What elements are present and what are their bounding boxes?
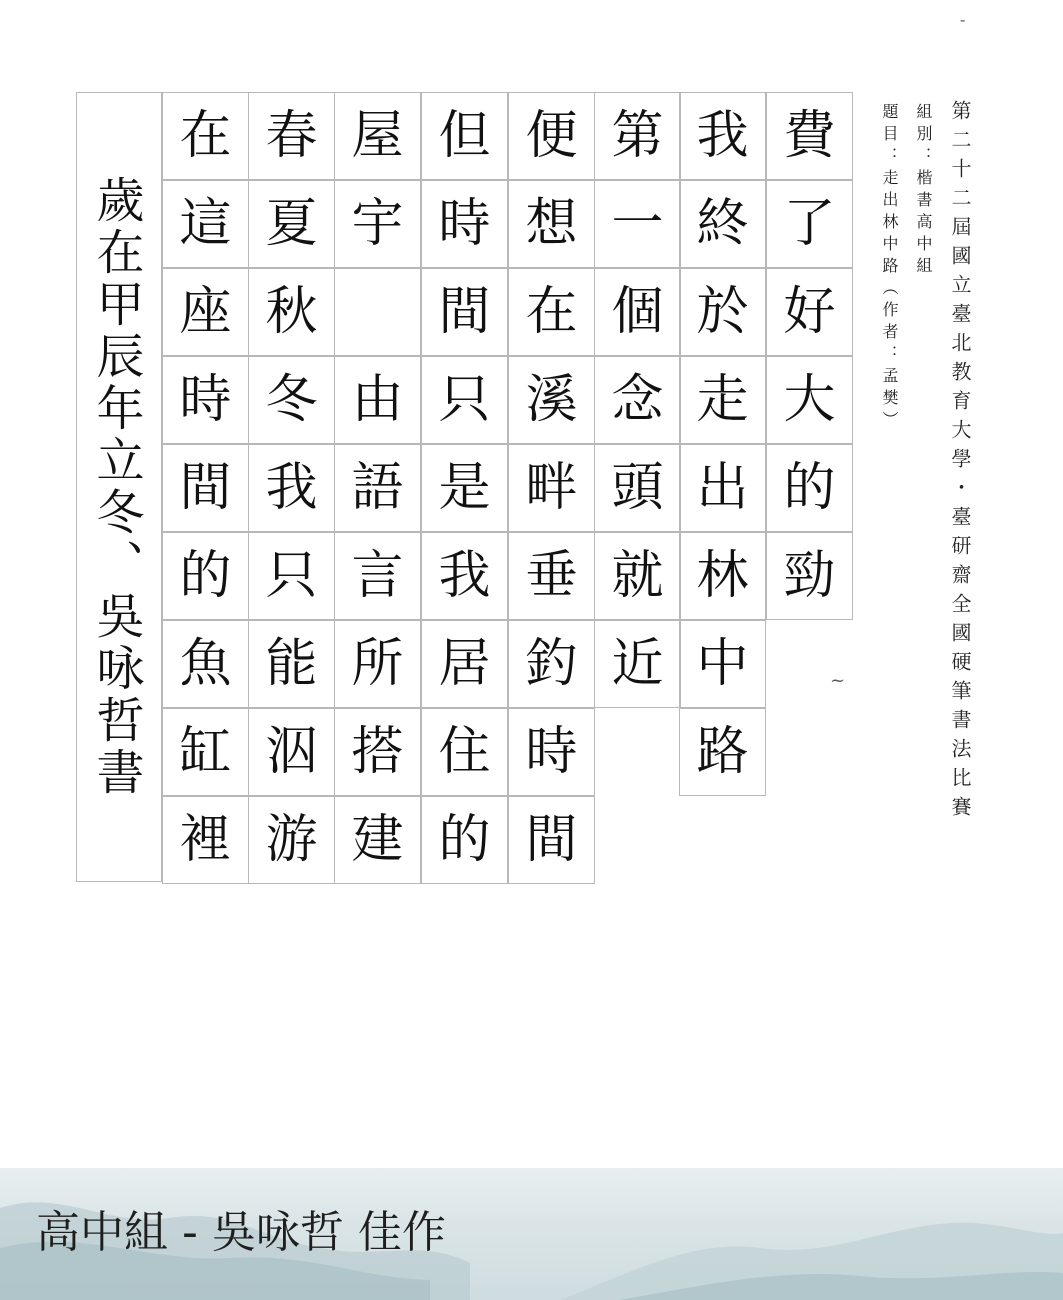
- grid-cell: [594, 92, 681, 180]
- poem-character: 的: [438, 810, 491, 870]
- poem-character: 中: [696, 634, 749, 694]
- poem-character: 好: [783, 282, 836, 342]
- grid-cell: [248, 796, 335, 884]
- poem-character: 住: [438, 722, 491, 782]
- grid-cell: [248, 268, 335, 356]
- poem-character: 游: [265, 810, 318, 870]
- grid-cell: [162, 444, 249, 532]
- grid-cell: [334, 708, 421, 796]
- grid-cell: [334, 180, 421, 268]
- poem-character: 裡: [179, 810, 232, 870]
- paper-speck: ‐: [960, 10, 966, 29]
- grid-cell: [162, 532, 249, 620]
- poem-character: 想: [525, 194, 578, 254]
- grid-cell: [766, 532, 853, 620]
- poem-character: 了: [783, 194, 836, 254]
- grid-cell: [594, 620, 681, 708]
- poem-character: 畔: [525, 458, 578, 518]
- grid-cell: [679, 92, 766, 180]
- poem-character: 冬: [265, 370, 318, 430]
- grid-cell: [421, 444, 508, 532]
- poem-character: 能: [265, 634, 318, 694]
- poem-character: 費: [783, 106, 836, 166]
- poem-character: 所: [351, 634, 404, 694]
- grid-cell: [766, 268, 853, 356]
- grid-cell: [248, 620, 335, 708]
- grid-cell: [508, 532, 595, 620]
- signature-inscription: 歲在甲辰年立冬、吳咏哲書: [88, 175, 144, 799]
- poem-character: 時: [438, 194, 491, 254]
- grid-cell: [162, 796, 249, 884]
- grid-cell: [334, 356, 421, 444]
- poem-character: 第: [611, 106, 664, 166]
- grid-cell: [766, 92, 853, 180]
- grid-cell: [594, 180, 681, 268]
- grid-cell: [594, 532, 681, 620]
- poem-character: 屋: [351, 106, 404, 166]
- poem-character: 魚: [179, 634, 232, 694]
- grid-cell: [679, 268, 766, 356]
- grid-cell: [334, 796, 421, 884]
- grid-cell: [162, 708, 249, 796]
- grid-cell: [594, 356, 681, 444]
- grid-cell: [421, 708, 508, 796]
- poem-character: 時: [179, 370, 232, 430]
- grid-cell: [508, 620, 595, 708]
- poem-character: 念: [611, 370, 664, 430]
- poem-character: 在: [525, 282, 578, 342]
- grid-cell: [421, 796, 508, 884]
- artwork-caption: 高中組 - 吳咏哲 佳作: [36, 1207, 446, 1258]
- grid-cell: [508, 180, 595, 268]
- grid-cell: [334, 532, 421, 620]
- grid-cell: [508, 796, 595, 884]
- grid-cell: [679, 444, 766, 532]
- poem-character: 垂: [525, 546, 578, 606]
- poem-character: 由: [351, 370, 404, 430]
- grid-cell: [421, 180, 508, 268]
- grid-cell: [421, 356, 508, 444]
- grid-cell: [248, 532, 335, 620]
- poem-character: 便: [525, 106, 578, 166]
- grid-cell: [679, 620, 766, 708]
- grid-cell: [508, 708, 595, 796]
- poem-character: 頭: [611, 458, 664, 518]
- poem-character: 言: [351, 546, 404, 606]
- poem-character: 泅: [265, 722, 318, 782]
- poem-character: 是: [438, 458, 491, 518]
- poem-character: 我: [438, 546, 491, 606]
- grid-cell: [766, 444, 853, 532]
- category-label: 組別：楷書高中組: [914, 103, 933, 279]
- poem-character: 我: [696, 106, 749, 166]
- poem-character: 這: [179, 194, 232, 254]
- grid-cell: [248, 92, 335, 180]
- poem-character: 只: [438, 370, 491, 430]
- poem-character: 個: [611, 282, 664, 342]
- poem-character: 秋: [265, 282, 318, 342]
- ink-smudge: ~: [830, 670, 846, 691]
- grid-cell: [594, 268, 681, 356]
- poem-character: 宇: [351, 194, 404, 254]
- poem-character: 就: [611, 546, 664, 606]
- grid-cell: [334, 92, 421, 180]
- poem-character: 居: [438, 634, 491, 694]
- grid-cell: [162, 356, 249, 444]
- grid-cell: [248, 180, 335, 268]
- poem-character: 間: [525, 810, 578, 870]
- poem-character: 春: [265, 106, 318, 166]
- poem-character: 近: [611, 634, 664, 694]
- grid-cell: [766, 356, 853, 444]
- grid-cell: [162, 620, 249, 708]
- grid-cell: [421, 268, 508, 356]
- competition-title: 第二十二屆國立臺北教育大學・臺研齋全國硬筆書法比賽: [948, 100, 972, 825]
- poem-character: 大: [783, 370, 836, 430]
- poem-character: 搭: [351, 722, 404, 782]
- poem-character: 勁: [783, 546, 836, 606]
- grid-cell: [421, 92, 508, 180]
- poem-character: 的: [179, 546, 232, 606]
- grid-cell: [248, 444, 335, 532]
- grid-cell: [162, 92, 249, 180]
- grid-cell: [679, 708, 766, 796]
- grid-cell: [508, 268, 595, 356]
- poem-character: 但: [438, 106, 491, 166]
- grid-cell: [766, 180, 853, 268]
- poem-character: 走: [696, 370, 749, 430]
- poem-character: 的: [783, 458, 836, 518]
- grid-cell: [679, 356, 766, 444]
- poem-character: 時: [525, 722, 578, 782]
- grid-cell: [248, 708, 335, 796]
- grid-cell: [594, 444, 681, 532]
- poem-character: 釣: [525, 634, 578, 694]
- poem-character: 一: [611, 194, 664, 254]
- grid-cell: [248, 356, 335, 444]
- grid-cell: [162, 180, 249, 268]
- poem-character: 間: [438, 282, 491, 342]
- poem-character: 終: [696, 194, 749, 254]
- poem-character: 林: [696, 546, 749, 606]
- poem-character: 溪: [525, 370, 578, 430]
- poem-character: 夏: [265, 194, 318, 254]
- poem-character: 於: [696, 282, 749, 342]
- grid-cell: [334, 620, 421, 708]
- grid-cell: [334, 444, 421, 532]
- grid-cell: [334, 268, 421, 356]
- poem-character: 缸: [179, 722, 232, 782]
- grid-cell: [421, 620, 508, 708]
- grid-cell: [679, 532, 766, 620]
- grid-cell: [162, 268, 249, 356]
- poem-character: 我: [265, 458, 318, 518]
- poem-character: 間: [179, 458, 232, 518]
- grid-cell: [679, 180, 766, 268]
- poem-character: 建: [351, 810, 404, 870]
- topic-label: 題目：走出林中路（作者：孟樊）: [880, 103, 899, 433]
- poem-character: 路: [696, 722, 749, 782]
- grid-cell: [421, 532, 508, 620]
- poem-character: 語: [351, 458, 404, 518]
- poem-character: 在: [179, 106, 232, 166]
- grid-cell: [508, 356, 595, 444]
- poem-character: 座: [179, 282, 232, 342]
- grid-cell: [508, 92, 595, 180]
- poem-character: 出: [696, 458, 749, 518]
- poem-character: 只: [265, 546, 318, 606]
- grid-cell: [508, 444, 595, 532]
